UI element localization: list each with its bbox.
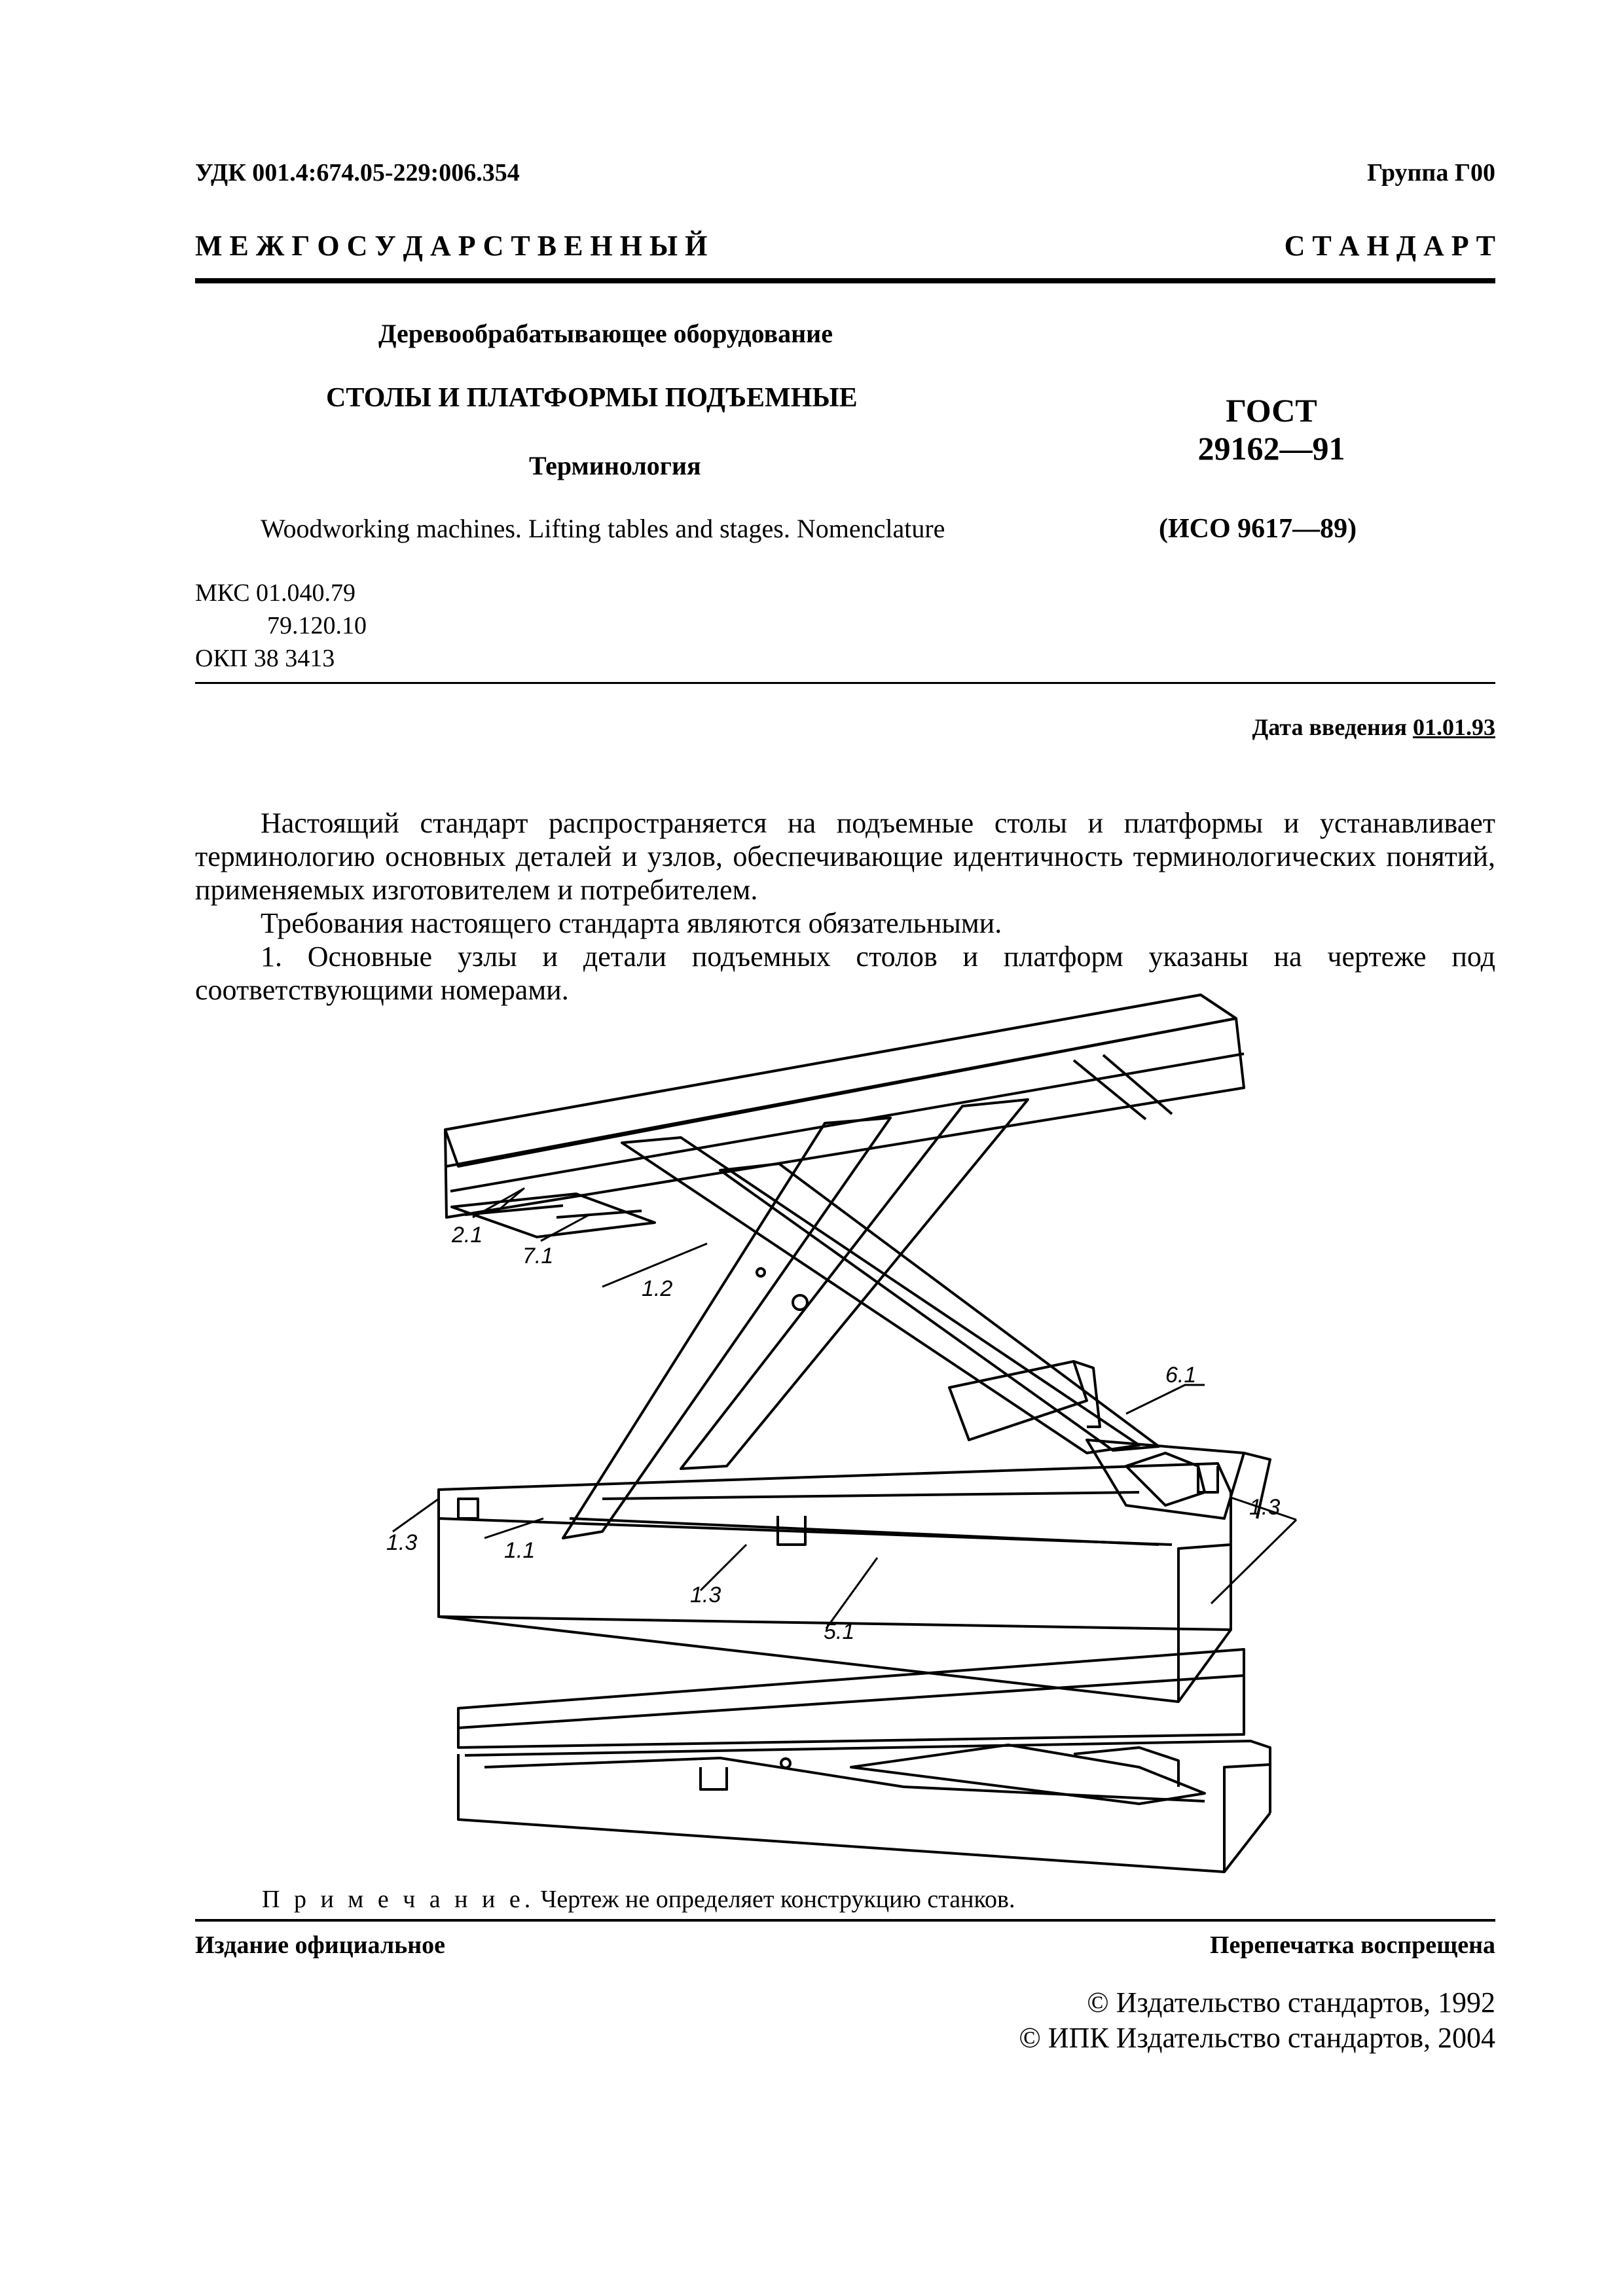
label-2-1: 2.1 (452, 1223, 483, 1247)
note-text: Чертеж не определяет конструкцию станков. (540, 1886, 1015, 1913)
official-edition: Издание официальное (195, 1931, 446, 1959)
mks-code-1: МКС 01.040.79 (195, 579, 356, 607)
paragraph-mandatory: Требования настоящего стандарта являются обязательными. (261, 907, 1002, 939)
label-1-2: 1.2 (642, 1276, 673, 1301)
udk-code: УДК 001.4:674.05-229:006.354 (195, 159, 520, 187)
standard-banner (195, 229, 1495, 262)
lifting-table-drawing (354, 995, 1281, 1872)
footer-rule (195, 1919, 1495, 1922)
label-1-3-right: 1.3 (1249, 1495, 1281, 1520)
label-7-1: 7.1 (522, 1244, 554, 1268)
paragraph-item-1: 1. Основные узлы и детали подъемных столов и платформ указаны на чертеже под соответствующими номерами. (195, 941, 1495, 1006)
label-1-3-middle: 1.3 (690, 1583, 721, 1607)
banner-word-interstate: М Е Ж Г О С У Д А Р С Т В Е Н Н Ы Й (195, 230, 708, 262)
scissor-arms (563, 1100, 1159, 1538)
gost-label: ГОСТ (1226, 392, 1317, 429)
iso-reference: (ИСО 9617—89) (1159, 514, 1357, 544)
copyright-2004: © ИПК Издательство стандартов, 2004 (1019, 2022, 1495, 2054)
mks-code-2: 79.120.10 (267, 612, 367, 639)
lowered-table (458, 1649, 1270, 1872)
paragraph-scope: Настоящий стандарт распространяется на подъемные столы и платформы и устанавливает терминологию основных деталей и узлов, обеспечивающие идентичность терминологических понятий, применяемых изготовителем и потребителем. (195, 807, 1495, 906)
intro-date (1252, 713, 1496, 741)
base-frame (439, 1463, 1231, 1702)
reprint-prohibited: Перепечатка воспрещена (1209, 1931, 1495, 1959)
gost-number: 29162—91 (1197, 430, 1345, 467)
drawing-note (262, 1885, 1015, 1914)
label-5-1: 5.1 (824, 1619, 855, 1644)
label-6-1: 6.1 (1165, 1363, 1197, 1388)
label-1-3-left: 1.3 (386, 1530, 418, 1555)
banner-rule (195, 278, 1495, 283)
codes-rule (195, 682, 1495, 684)
subject-line: Деревообрабатывающее оборудование (378, 319, 833, 348)
note-prefix: П р и м е ч а н и е. (262, 1886, 535, 1913)
copyright-1992: © Издательство стандартов, 1992 (1087, 1986, 1495, 2018)
group-code: Группа Г00 (1367, 159, 1495, 187)
label-1-1: 1.1 (504, 1538, 536, 1563)
intro-date-value: 01.01.93 (1413, 714, 1495, 740)
document-subtitle: Терминология (529, 451, 701, 480)
english-title: Woodworking machines. Lifting tables and stages. Nomenclature (261, 514, 945, 543)
okp-code: ОКП 38 3413 (195, 645, 335, 672)
banner-word-standard: С Т А Н Д А Р Т (1284, 230, 1495, 262)
document-title: СТОЛЫ И ПЛАТФОРМЫ ПОДЪЕМНЫЕ (326, 383, 858, 413)
intro-date-label: Дата введения (1252, 714, 1407, 740)
body-text (195, 806, 1495, 1007)
